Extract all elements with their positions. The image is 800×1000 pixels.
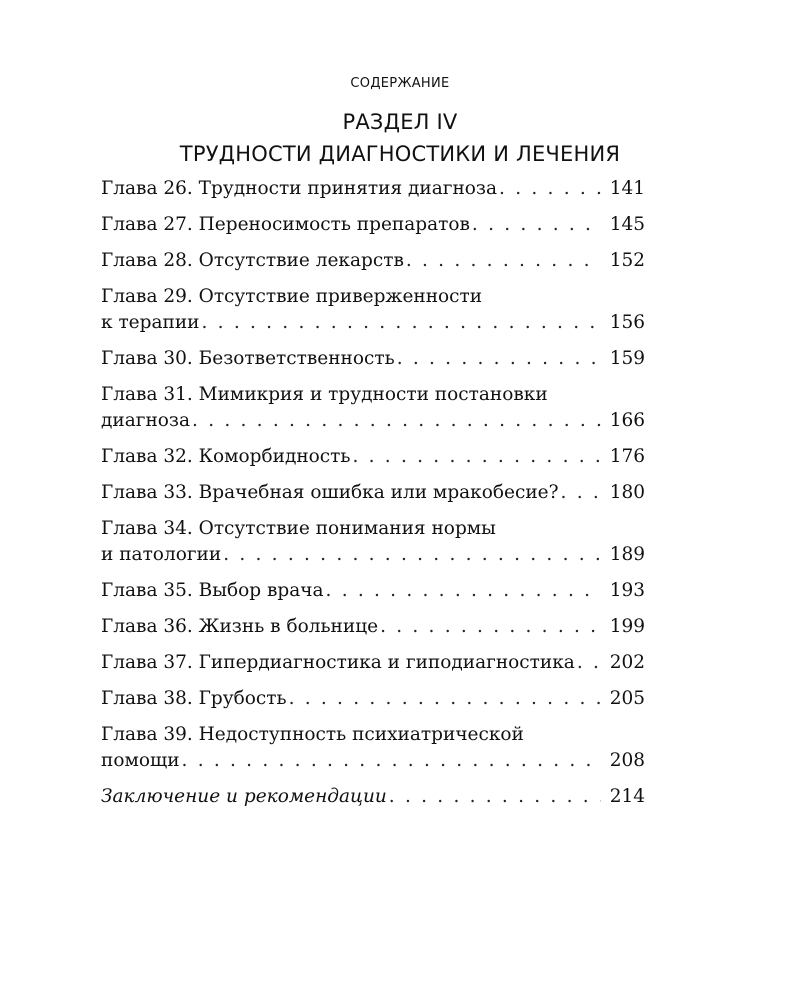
toc-line xyxy=(101,614,645,640)
toc-page-number: 141 xyxy=(609,178,645,199)
table-of-contents xyxy=(101,176,645,820)
toc-page-number: 176 xyxy=(609,446,645,467)
toc-entry-title: Глава 35. Выбор врача xyxy=(101,580,324,601)
toc-entry-title: помощи xyxy=(101,750,180,771)
toc-page-number: 166 xyxy=(609,410,645,431)
toc-entry-title: Глава 37. Гипердиагностика и гиподиагностика xyxy=(101,652,575,673)
toc-page-number: 199 xyxy=(609,616,645,637)
toc-entry-title: Заключение и рекомендации xyxy=(101,786,387,807)
toc-page-number: 180 xyxy=(609,482,645,503)
dot-leader xyxy=(289,686,601,712)
toc-entry-title: Глава 39. Недоступность психиатрической xyxy=(101,724,524,745)
toc-entry-title: Глава 38. Грубость xyxy=(101,688,287,709)
dot-leader xyxy=(561,480,601,506)
toc-line xyxy=(101,650,645,676)
toc-entry[interactable] xyxy=(101,212,645,238)
toc-line xyxy=(101,686,645,712)
toc-line xyxy=(101,748,645,774)
toc-entry[interactable] xyxy=(101,248,645,274)
toc-line xyxy=(101,346,645,372)
toc-entry-title: Глава 27. Переносимость препаратов xyxy=(101,214,470,235)
toc-line xyxy=(101,408,645,434)
dot-leader xyxy=(389,784,601,810)
toc-line xyxy=(101,382,645,408)
toc-entry[interactable] xyxy=(101,650,645,676)
toc-line xyxy=(101,516,645,542)
toc-entry[interactable] xyxy=(101,686,645,712)
toc-entry-title: Глава 31. Мимикрия и трудности постановки xyxy=(101,384,548,405)
toc-entry[interactable] xyxy=(101,176,645,202)
toc-line xyxy=(101,212,645,238)
section-title: ТРУДНОСТИ ДИАГНОСТИКИ И ЛЕЧЕНИЯ xyxy=(179,142,621,166)
toc-page-number: 156 xyxy=(609,312,645,333)
running-head: СОДЕРЖАНИЕ xyxy=(350,76,450,91)
toc-entry-title: Глава 34. Отсутствие понимания нормы xyxy=(101,518,496,539)
toc-page-number: 193 xyxy=(609,580,645,601)
toc-page-number: 202 xyxy=(609,652,645,673)
toc-entry-title: Глава 26. Трудности принятия диагноза xyxy=(101,178,498,199)
dot-leader xyxy=(472,212,601,238)
dot-leader xyxy=(326,578,601,604)
toc-line xyxy=(101,542,645,568)
toc-line xyxy=(101,248,645,274)
toc-line xyxy=(101,310,645,336)
toc-entry-title: диагноза xyxy=(101,410,191,431)
toc-line xyxy=(101,176,645,202)
dot-leader xyxy=(406,248,601,274)
toc-page-number: 189 xyxy=(609,544,645,565)
toc-line xyxy=(101,444,645,470)
toc-entry[interactable] xyxy=(101,614,645,640)
toc-entry[interactable] xyxy=(101,480,645,506)
toc-page-number: 152 xyxy=(609,250,645,271)
toc-entry[interactable] xyxy=(101,784,645,810)
toc-entry[interactable] xyxy=(101,578,645,604)
toc-page-number: 145 xyxy=(609,214,645,235)
dot-leader xyxy=(380,614,601,640)
dot-leader xyxy=(397,346,601,372)
dot-leader xyxy=(192,408,601,434)
dot-leader xyxy=(577,650,601,676)
toc-entry[interactable] xyxy=(101,722,645,774)
toc-entry-title: к терапии xyxy=(101,312,200,333)
toc-line xyxy=(101,722,645,748)
toc-entry-title: Глава 28. Отсутствие лекарств xyxy=(101,250,404,271)
toc-entry-title: и патологии xyxy=(101,544,222,565)
toc-entry[interactable] xyxy=(101,284,645,336)
toc-entry-title: Глава 32. Коморбидность xyxy=(101,446,351,467)
dot-leader xyxy=(223,542,601,568)
toc-entry-title: Глава 36. Жизнь в больнице xyxy=(101,616,379,637)
toc-page-number: 208 xyxy=(609,750,645,771)
toc-entry[interactable] xyxy=(101,444,645,470)
toc-page-number: 214 xyxy=(609,786,645,807)
toc-page-number: 205 xyxy=(609,688,645,709)
toc-line xyxy=(101,284,645,310)
toc-entry[interactable] xyxy=(101,346,645,372)
toc-entry[interactable] xyxy=(101,516,645,568)
toc-entry-title: Глава 30. Безответственность xyxy=(101,348,395,369)
toc-line xyxy=(101,480,645,506)
dot-leader xyxy=(182,748,601,774)
toc-line xyxy=(101,578,645,604)
dot-leader xyxy=(352,444,601,470)
dot-leader xyxy=(499,176,601,202)
toc-entry[interactable] xyxy=(101,382,645,434)
toc-entry-title: Глава 29. Отсутствие приверженности xyxy=(101,286,483,307)
dot-leader xyxy=(202,310,602,336)
toc-line xyxy=(101,784,645,810)
section-number: РАЗДЕЛ IV xyxy=(342,110,458,134)
toc-entry-title: Глава 33. Врачебная ошибка или мракобесие? xyxy=(101,482,559,503)
toc-page-number: 159 xyxy=(609,348,645,369)
